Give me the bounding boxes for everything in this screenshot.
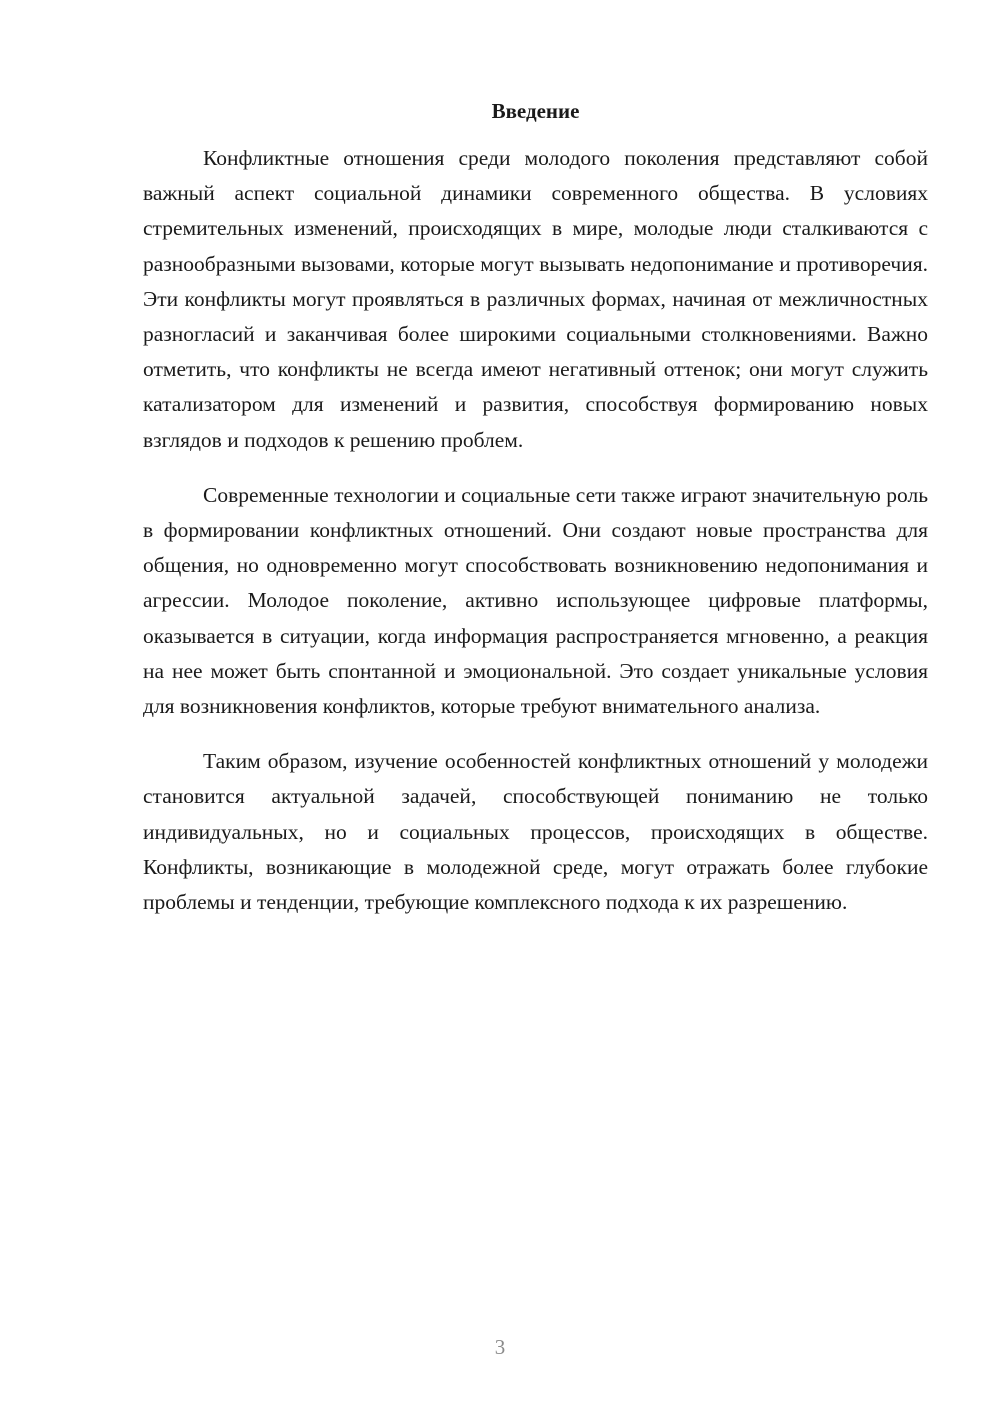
body-text — [143, 141, 928, 920]
paragraph-2: Современные технологии и социальные сети также играют значительную роль в формировании конфликтных отношений. Они создают новые пространства для общения, но одновременно могут способствовать возникновению недопонимания и агрессии. Молодое поколение, активно использующее цифровые платформы, оказывается в ситуации, когда информация распространяется мгновенно, а реакция на нее может быть спонтанной и эмоциональной. Это создает уникальные условия для возникновения конфликтов, которые требуют внимательного анализа. — [143, 482, 928, 719]
section-heading: Введение — [491, 99, 580, 123]
paragraph-3: Таким образом, изучение особенностей конфликтных отношений у молодежи становится актуальной задачей, способствующей пониманию не только индивидуальных, но и социальных процессов, происходящих в обществе. Конфликты, возникающие в молодежной среде, могут отражать более глубокие проблемы и тенденции, требующие комплексного подхода к их разрешению. — [143, 749, 928, 915]
page-number: 3 — [494, 1335, 506, 1359]
paragraph-1: Конфликтные отношения среди молодого поколения представляют собой важный аспект социальной динамики современного общества. В условиях стремительных изменений, происходящих в мире, молодые люди сталкиваются с разнообразными вызовами, которые могут вызывать недопонимание и противоречия. Эти конфликты могут проявляться в различных формах, начиная от межличностных разногласий и заканчивая более широкими социальными столкновениями. Важно отметить, что конфликты не всегда имеют негативный оттенок; они могут служить катализатором для изменений и развития, способствуя формированию новых взглядов и подходов к решению проблем. — [143, 146, 928, 452]
